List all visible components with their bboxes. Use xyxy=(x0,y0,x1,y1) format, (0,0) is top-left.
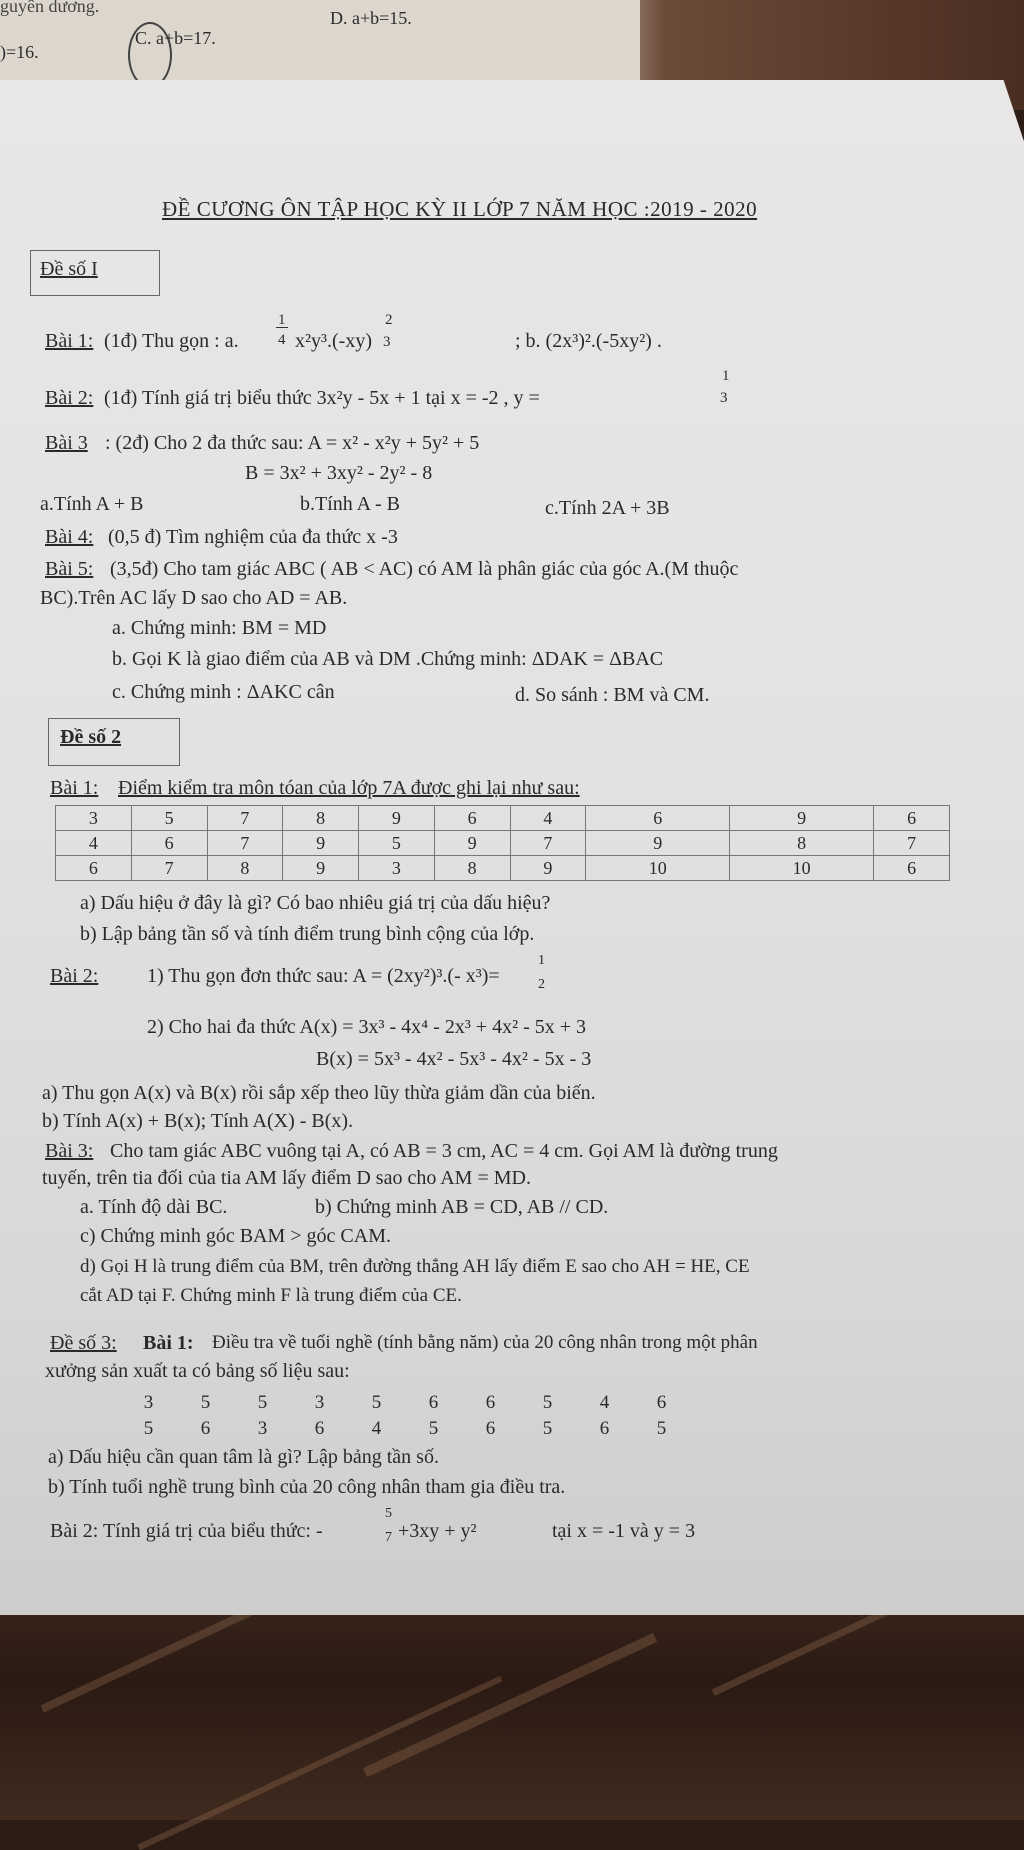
grade-cell: 8 xyxy=(207,856,283,881)
grade-cell: 9 xyxy=(283,831,359,856)
age-cell: 6 xyxy=(656,1392,667,1413)
age-row xyxy=(120,1416,690,1442)
grade-cell: 7 xyxy=(207,831,283,856)
de3-q-b: b) Tính tuổi nghề trung bình của 20 công nhân tham gia điều tra. xyxy=(48,1476,566,1498)
de2-q-b: b) Lập bảng tần số và tính điểm trung bình cộng của lớp. xyxy=(80,923,535,945)
de1-bai5-d: d. So sánh : BM và CM. xyxy=(515,684,710,706)
age-cell: 5 xyxy=(542,1392,553,1413)
grade-row xyxy=(56,806,950,831)
grade-cell: 4 xyxy=(56,831,132,856)
de1-bai2-label: Bài 2: xyxy=(45,387,94,409)
de1-bai3-text: : (2đ) Cho 2 đa thức sau: A = x² - x²y + 5y² + 5 xyxy=(105,432,480,454)
grade-cell: 7 xyxy=(131,856,207,881)
de2-bai2-2: 2) Cho hai đa thức A(x) = 3x³ - 4x⁴ - 2x³ + 4x² - 5x + 3 xyxy=(147,1016,587,1038)
de2-heading: Đề số 2 xyxy=(60,726,122,748)
age-cell: 4 xyxy=(599,1392,610,1413)
de1-bai1-text: (1đ) Thu gọn : a. xyxy=(104,330,239,352)
grade-cell: 8 xyxy=(730,831,874,856)
de3-bai1-label: Bài 1: xyxy=(143,1332,194,1354)
de3-heading: Đề số 3: xyxy=(50,1332,117,1354)
de3-q-a: a) Dấu hiệu cần quan tâm là gì? Lập bảng tần số. xyxy=(48,1446,439,1468)
grade-cell: 5 xyxy=(359,831,435,856)
de2-bai3-label: Bài 3: xyxy=(45,1140,94,1162)
grade-cell: 6 xyxy=(874,806,950,831)
age-cell: 6 xyxy=(314,1418,325,1439)
de1-bai3-b-task: b.Tính A - B xyxy=(300,493,401,515)
de2-bai3-d2: cắt AD tại F. Chứng minh F là trung điểm của CE. xyxy=(80,1285,462,1306)
de2-bai2-label: Bài 2: xyxy=(50,965,99,987)
option-frag: )=16. xyxy=(0,42,39,62)
de1-bai3-label: Bài 3 xyxy=(45,432,88,454)
de1-bai4-text: (0,5 đ) Tìm nghiệm của đa thức x -3 xyxy=(108,526,398,548)
age-cell: 4 xyxy=(371,1418,382,1439)
frac-num: 1 xyxy=(278,312,286,328)
de2-bai2-b: b) Tính A(x) + B(x); Tính A(X) - B(x). xyxy=(42,1110,354,1132)
age-row xyxy=(120,1390,690,1416)
de1-heading: Đề số I xyxy=(40,258,98,280)
age-cell: 5 xyxy=(656,1418,667,1439)
grade-cell: 6 xyxy=(874,856,950,881)
grade-cell: 9 xyxy=(434,831,510,856)
cut-text: guyên dương. xyxy=(0,0,100,16)
frac-num: 1 xyxy=(722,368,730,384)
de2-bai1-label: Bài 1: xyxy=(50,777,99,799)
de1-bai5-text2: BC).Trên AC lấy D sao cho AD = AB. xyxy=(40,587,348,609)
grade-cell: 6 xyxy=(586,806,730,831)
de3-bai1-text: Điều tra về tuổi nghề (tính bằng năm) của 20 công nhân trong một phân xyxy=(212,1332,758,1353)
option-d: D. a+b=15. xyxy=(330,8,412,28)
age-cell: 5 xyxy=(371,1392,382,1413)
age-table xyxy=(120,1390,690,1442)
age-cell: 3 xyxy=(143,1392,154,1413)
age-cell: 6 xyxy=(428,1392,439,1413)
grade-cell: 9 xyxy=(586,831,730,856)
de1-bai3-b: B = 3x² + 3xy² - 2y² - 8 xyxy=(245,462,433,484)
grade-cell: 8 xyxy=(283,806,359,831)
frac-den: 3 xyxy=(383,334,391,350)
de2-bai3-c: c) Chứng minh góc BAM > góc CAM. xyxy=(80,1225,391,1247)
age-cell: 3 xyxy=(314,1392,325,1413)
de3-bai2-expr: +3xy + y² xyxy=(398,1520,477,1542)
de2-bai3-b: b) Chứng minh AB = CD, AB // CD. xyxy=(315,1196,609,1218)
de3-bai2-text: Bài 2: Tính giá trị của biểu thức: - xyxy=(50,1520,323,1542)
age-cell: 5 xyxy=(143,1418,154,1439)
grade-cell: 7 xyxy=(510,831,586,856)
age-cell: 6 xyxy=(599,1418,610,1439)
wooden-table xyxy=(0,1590,1024,1820)
wood-streak xyxy=(137,1676,502,1850)
de2-bai1-text: Điểm kiểm tra môn tóan của lớp 7A được ghi lại như sau: xyxy=(118,777,580,799)
de1-bai5-b: b. Gọi K là giao điểm của AB và DM .Chứng minh: ΔDAK = ΔBAC xyxy=(112,648,664,670)
frac-num: 2 xyxy=(385,312,393,328)
de1-bai3-a-task: a.Tính A + B xyxy=(40,493,144,515)
frac-den: 3 xyxy=(720,390,728,406)
age-cell: 5 xyxy=(542,1418,553,1439)
frac-num: 5 xyxy=(385,1506,392,1521)
de1-bai5-c: c. Chứng minh : ΔAKC cân xyxy=(112,681,335,703)
de1-bai3-c-task: c.Tính 2A + 3B xyxy=(545,497,670,519)
grade-cell: 9 xyxy=(510,856,586,881)
grade-cell: 6 xyxy=(131,831,207,856)
age-cell: 6 xyxy=(485,1392,496,1413)
grade-cell: 5 xyxy=(131,806,207,831)
grade-cell: 9 xyxy=(359,806,435,831)
grade-cell: 3 xyxy=(359,856,435,881)
de1-bai1-label: Bài 1: xyxy=(45,330,94,352)
wood-streak xyxy=(363,1633,657,1777)
age-cell: 5 xyxy=(428,1418,439,1439)
de2-bai3-text2: tuyến, trên tia đối của tia AM lấy điểm D sao cho AM = MD. xyxy=(42,1167,531,1189)
grade-cell: 6 xyxy=(434,806,510,831)
de3-bai1-text2: xưởng sản xuất ta có bảng số liệu sau: xyxy=(45,1360,350,1382)
de2-bai2-2b: B(x) = 5x³ - 4x² - 5x³ - 4x² - 5x - 3 xyxy=(316,1048,592,1070)
grade-cell: 9 xyxy=(730,806,874,831)
grade-table xyxy=(55,805,950,881)
de1-bai5-text: (3,5đ) Cho tam giác ABC ( AB < AC) có AM là phân giác của góc A.(M thuộc xyxy=(110,558,739,580)
de2-bai3-a: a. Tính độ dài BC. xyxy=(80,1196,228,1218)
de1-bai2-text: (1đ) Tính giá trị biểu thức 3x²y - 5x + 1 tại x = -2 , y = xyxy=(104,387,540,409)
option-c: C. a+b=17. xyxy=(135,28,216,48)
grade-cell: 9 xyxy=(283,856,359,881)
de2-bai2-a: a) Thu gọn A(x) và B(x) rồi sắp xếp theo lũy thừa giảm dần của biến. xyxy=(42,1082,596,1104)
age-cell: 5 xyxy=(200,1392,211,1413)
page-title: ĐỀ CƯƠNG ÔN TẬP HỌC KỲ II LỚP 7 NĂM HỌC :2019 - 2020 xyxy=(162,197,758,221)
de2-bai3-d: d) Gọi H là trung điểm của BM, trên đường thẳng AH lấy điểm E sao cho AH = HE, CE xyxy=(80,1256,750,1277)
grade-row xyxy=(56,831,950,856)
grade-cell: 10 xyxy=(730,856,874,881)
de2-q-a: a) Dấu hiệu ở đây là gì? Có bao nhiêu giá trị của dấu hiệu? xyxy=(80,892,551,914)
age-cell: 6 xyxy=(485,1418,496,1439)
de1-bai5-label: Bài 5: xyxy=(45,558,94,580)
grade-cell: 7 xyxy=(874,831,950,856)
grade-cell: 8 xyxy=(434,856,510,881)
grade-cell: 4 xyxy=(510,806,586,831)
frac-den: 4 xyxy=(278,332,286,348)
grade-cell: 7 xyxy=(207,806,283,831)
de2-bai2-1: 1) Thu gọn đơn thức sau: A = (2xy²)³.(- x³)= xyxy=(147,965,500,987)
grade-cell: 3 xyxy=(56,806,132,831)
de3-bai2-tail: tại x = -1 và y = 3 xyxy=(552,1520,696,1542)
frac-den: 7 xyxy=(385,1530,392,1545)
de1-bai1-b: ; b. (2x³)².(-5xy²) . xyxy=(515,330,662,352)
de1-bai5-a: a. Chứng minh: BM = MD xyxy=(112,617,327,639)
grade-cell: 10 xyxy=(586,856,730,881)
de1-bai4-label: Bài 4: xyxy=(45,526,94,548)
de1-bai1-expr: x²y³.(-xy) xyxy=(295,330,372,352)
age-cell: 5 xyxy=(257,1392,268,1413)
grade-row xyxy=(56,856,950,881)
age-cell: 3 xyxy=(257,1418,268,1439)
frac-num: 1 xyxy=(538,953,545,968)
grade-cell: 6 xyxy=(56,856,132,881)
frac-den: 2 xyxy=(538,977,545,992)
de2-bai3-text: Cho tam giác ABC vuông tại A, có AB = 3 cm, AC = 4 cm. Gọi AM là đường trung xyxy=(110,1140,778,1162)
age-cell: 6 xyxy=(200,1418,211,1439)
